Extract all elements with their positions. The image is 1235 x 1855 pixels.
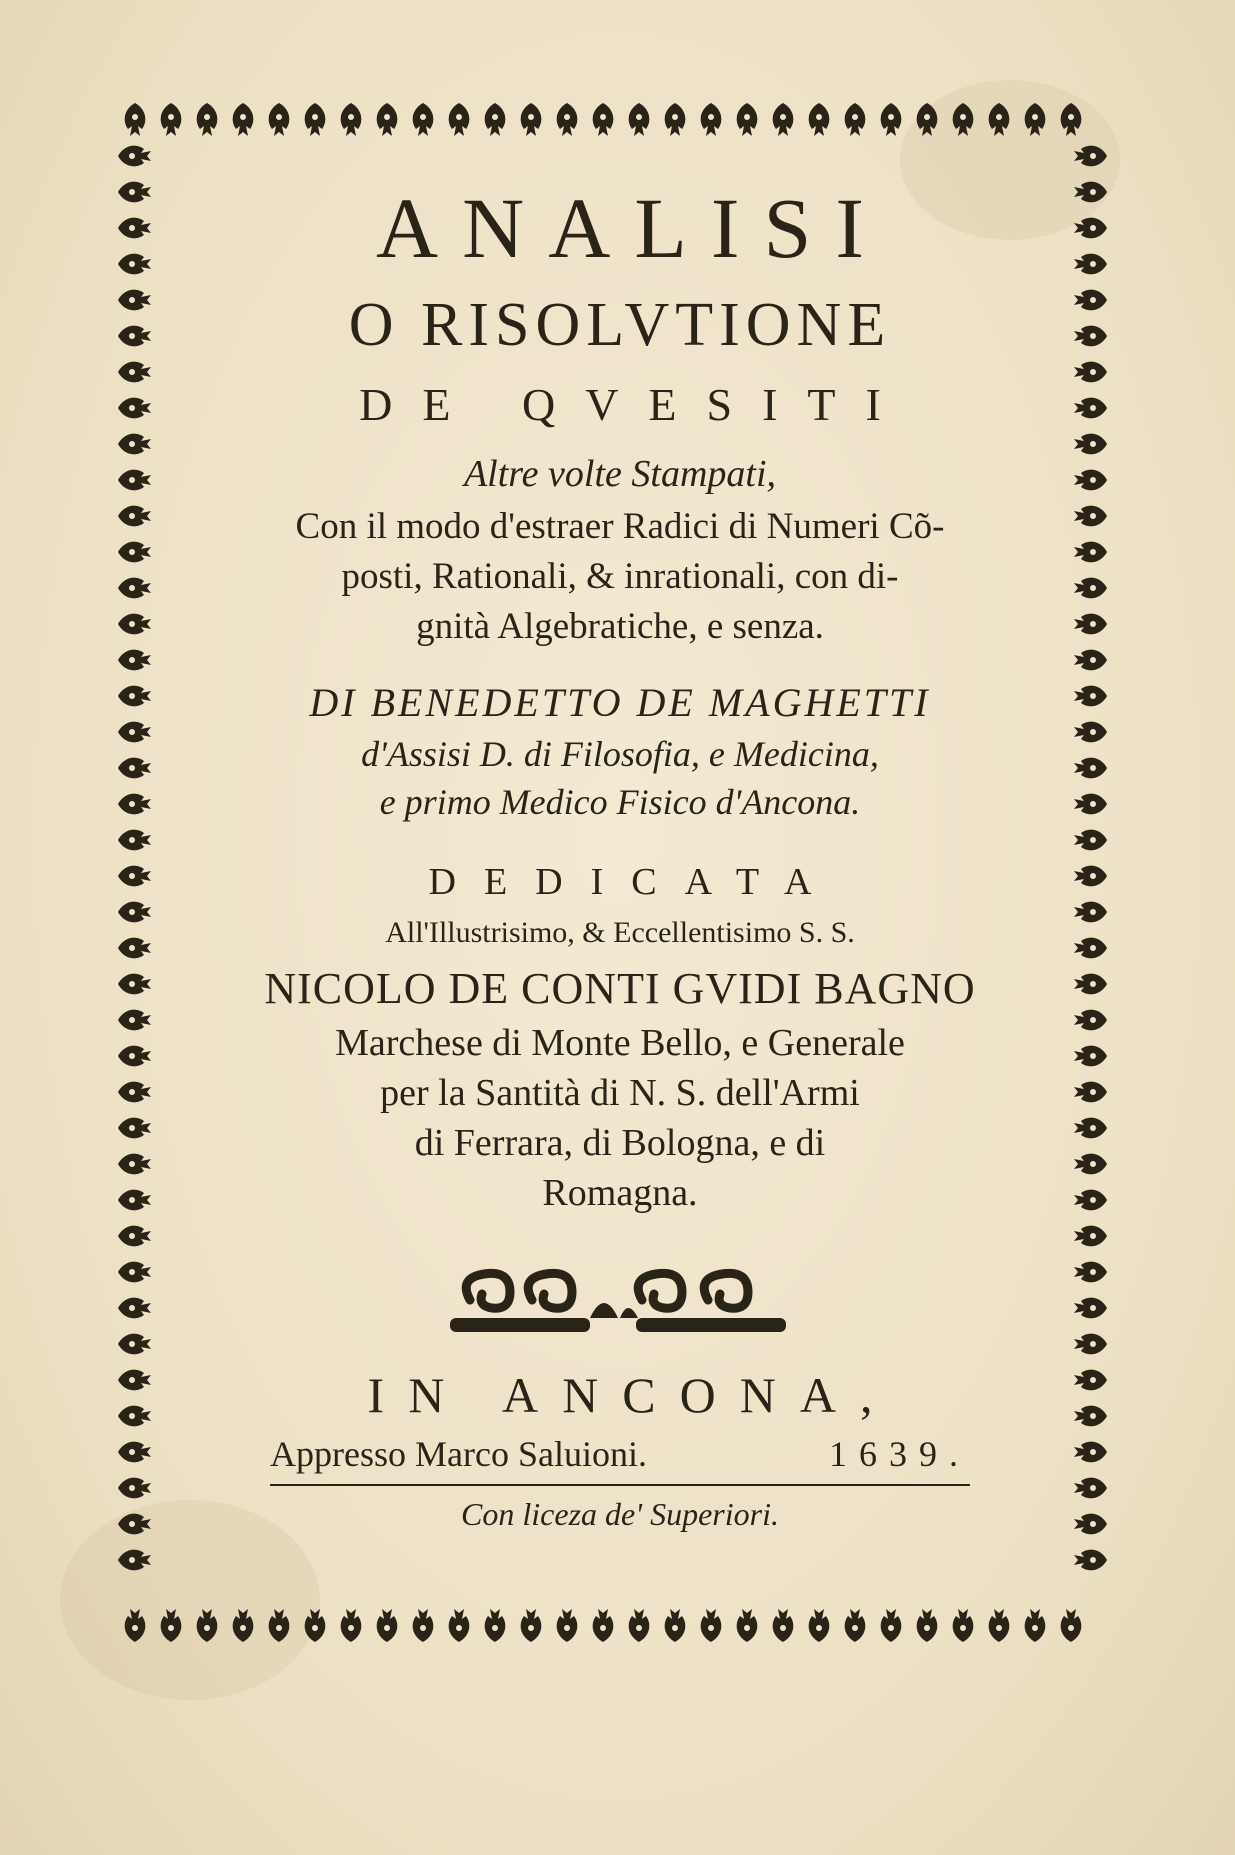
fleuron-icon — [1074, 1370, 1107, 1391]
fleuron-icon — [118, 1154, 151, 1175]
fleuron-icon — [665, 1609, 686, 1642]
fleuron-icon — [701, 103, 722, 136]
fleuron-icon — [485, 1609, 506, 1642]
fleuron-icon — [118, 290, 151, 311]
fleuron-icon — [118, 1478, 151, 1499]
fleuron-icon — [989, 1609, 1010, 1642]
fleuron-icon — [118, 866, 151, 887]
fleuron-icon — [1074, 1154, 1107, 1175]
fleuron-icon — [118, 794, 151, 815]
fleuron-icon — [1074, 254, 1107, 275]
title-line-2: O RISOLVTIONE — [348, 291, 892, 359]
dedication-label: DEDICATA — [428, 861, 840, 903]
fleuron-icon — [449, 103, 470, 136]
fleuron-icon — [1074, 1190, 1107, 1211]
description-line: Con il modo d'estraer Radici di Numeri Cõ- — [295, 506, 945, 547]
fleuron-icon — [118, 1190, 151, 1211]
fleuron-icon — [1074, 938, 1107, 959]
fleuron-icon — [1074, 470, 1107, 491]
description-line: posti, Rationali, & inrationali, con di- — [341, 556, 899, 597]
fleuron-icon — [593, 103, 614, 136]
dedicatee-titles-line: di Ferrara, di Bologna, e di — [414, 1122, 826, 1164]
fleuron-icon — [701, 1609, 722, 1642]
fleuron-icon — [341, 103, 362, 136]
fleuron-icon — [953, 103, 974, 136]
fleuron-icon — [125, 1609, 146, 1642]
imprint-line — [270, 1428, 970, 1486]
fleuron-icon — [593, 1609, 614, 1642]
author-details-line: d'Assisi D. di Filosofia, e Medicina, — [361, 734, 879, 774]
license: Con liceza de' Superiori. — [461, 1496, 779, 1532]
fleuron-icon — [881, 1609, 902, 1642]
fleuron-icon — [377, 1609, 398, 1642]
fleuron-icon — [118, 650, 151, 671]
fleuron-icon — [413, 103, 434, 136]
fleuron-icon — [1061, 1609, 1082, 1642]
fleuron-icon — [737, 1609, 758, 1642]
fleuron-icon — [118, 470, 151, 491]
fleuron-icon — [118, 1118, 151, 1139]
fleuron-icon — [118, 1406, 151, 1427]
fleuron-icon — [845, 103, 866, 136]
fleuron-icon — [269, 103, 290, 136]
fleuron-icon — [269, 1609, 290, 1642]
fleuron-icon — [118, 902, 151, 923]
fleuron-icon — [1074, 1118, 1107, 1139]
fleuron-icon — [629, 103, 650, 136]
fleuron-icon — [118, 938, 151, 959]
subtitle: Altre volte Stampati, — [463, 453, 777, 495]
fleuron-icon — [1074, 722, 1107, 743]
fleuron-icon — [377, 103, 398, 136]
fleuron-icon — [557, 1609, 578, 1642]
fleuron-icon — [118, 326, 151, 347]
scroll-fleuron-icon — [450, 1260, 790, 1340]
fleuron-icon — [737, 103, 758, 136]
fleuron-icon — [1074, 1046, 1107, 1067]
fleuron-icon — [557, 103, 578, 136]
fleuron-icon — [809, 103, 830, 136]
fleuron-icon — [1074, 794, 1107, 815]
fleuron-icon — [521, 103, 542, 136]
fleuron-icon — [1074, 398, 1107, 419]
fleuron-icon — [118, 1046, 151, 1067]
fleuron-icon — [118, 1010, 151, 1031]
fleuron-icon — [1061, 103, 1082, 136]
fleuron-icon — [1074, 1406, 1107, 1427]
fleuron-icon — [1025, 1609, 1046, 1642]
fleuron-icon — [449, 1609, 470, 1642]
fleuron-icon — [881, 103, 902, 136]
place: IN ANCONA, — [367, 1367, 897, 1423]
dedication-honorific: All'Illustrisimo, & Eccellentisimo S. S. — [385, 916, 855, 949]
dedicatee-titles-line: per la Santità di N. S. dell'Armi — [380, 1072, 860, 1114]
fleuron-icon — [773, 1609, 794, 1642]
fleuron-icon — [413, 1609, 434, 1642]
fleuron-icon — [118, 362, 151, 383]
fleuron-icon — [1074, 686, 1107, 707]
fleuron-icon — [1074, 830, 1107, 851]
fleuron-icon — [118, 686, 151, 707]
fleuron-icon — [1025, 103, 1046, 136]
fleuron-icon — [1074, 1298, 1107, 1319]
fleuron-icon — [1074, 1550, 1107, 1571]
fleuron-icon — [1074, 578, 1107, 599]
author-details-line: e primo Medico Fisico d'Ancona. — [379, 782, 861, 822]
fleuron-icon — [1074, 1478, 1107, 1499]
author-name: DI BENEDETTO DE MAGHETTI — [309, 680, 931, 725]
fleuron-icon — [1074, 1262, 1107, 1283]
fleuron-icon — [1074, 902, 1107, 923]
fleuron-icon — [1074, 218, 1107, 239]
dedicatee-name: NICOLO DE CONTI GVIDI BAGNO — [264, 964, 976, 1013]
fleuron-icon — [1074, 974, 1107, 995]
fleuron-icon — [1074, 614, 1107, 635]
fleuron-icon — [118, 830, 151, 851]
fleuron-icon — [118, 542, 151, 563]
dedicatee-titles-line: Romagna. — [542, 1172, 698, 1214]
title-text-block — [175, 170, 1065, 1540]
fleuron-icon — [1074, 1226, 1107, 1247]
fleuron-icon — [118, 1550, 151, 1571]
fleuron-icon — [1074, 434, 1107, 455]
fleuron-icon — [953, 1609, 974, 1642]
year: 1639. — [829, 1434, 970, 1474]
fleuron-icon — [197, 1609, 218, 1642]
fleuron-icon — [118, 254, 151, 275]
title-line-3: DE QVESITI — [359, 379, 911, 430]
fleuron-icon — [305, 1609, 326, 1642]
fleuron-icon — [118, 434, 151, 455]
fleuron-icon — [1074, 182, 1107, 203]
fleuron-icon — [521, 1609, 542, 1642]
fleuron-icon — [1074, 758, 1107, 779]
fleuron-icon — [118, 218, 151, 239]
fleuron-icon — [118, 182, 151, 203]
printer: Appresso Marco Saluioni. — [270, 1434, 647, 1474]
fleuron-icon — [161, 1609, 182, 1642]
fleuron-icon — [1074, 326, 1107, 347]
fleuron-icon — [305, 103, 326, 136]
fleuron-icon — [1074, 650, 1107, 671]
fleuron-icon — [1074, 1010, 1107, 1031]
fleuron-icon — [1074, 1514, 1107, 1535]
fleuron-icon — [125, 103, 146, 136]
fleuron-icon — [118, 1262, 151, 1283]
fleuron-icon — [118, 1226, 151, 1247]
fleuron-icon — [1074, 146, 1107, 167]
fleuron-icon — [233, 103, 254, 136]
fleuron-icon — [118, 758, 151, 779]
fleuron-icon — [1074, 1442, 1107, 1463]
fleuron-icon — [809, 1609, 830, 1642]
fleuron-icon — [161, 103, 182, 136]
fleuron-icon — [118, 1082, 151, 1103]
fleuron-icon — [118, 1334, 151, 1355]
fleuron-icon — [1074, 542, 1107, 563]
description-line: gnità Algebratiche, e senza. — [416, 606, 824, 647]
fleuron-icon — [118, 614, 151, 635]
fleuron-icon — [118, 146, 151, 167]
fleuron-icon — [1074, 506, 1107, 527]
fleuron-icon — [197, 103, 218, 136]
fleuron-icon — [1074, 866, 1107, 887]
fleuron-icon — [118, 578, 151, 599]
dedicatee-titles-line: Marchese di Monte Bello, e Generale — [335, 1022, 905, 1064]
fleuron-icon — [665, 103, 686, 136]
fleuron-icon — [917, 1609, 938, 1642]
fleuron-icon — [1074, 1082, 1107, 1103]
fleuron-icon — [917, 103, 938, 136]
fleuron-icon — [118, 506, 151, 527]
fleuron-icon — [629, 1609, 650, 1642]
fleuron-icon — [773, 103, 794, 136]
fleuron-icon — [118, 1298, 151, 1319]
fleuron-icon — [118, 1442, 151, 1463]
fleuron-icon — [485, 103, 506, 136]
fleuron-icon — [845, 1609, 866, 1642]
title-line-1: ANALISI — [376, 180, 888, 276]
fleuron-icon — [1074, 362, 1107, 383]
fleuron-icon — [118, 398, 151, 419]
fleuron-icon — [341, 1609, 362, 1642]
fleuron-icon — [118, 974, 151, 995]
fleuron-icon — [118, 1370, 151, 1391]
fleuron-icon — [1074, 290, 1107, 311]
fleuron-icon — [118, 722, 151, 743]
fleuron-icon — [118, 1514, 151, 1535]
fleuron-icon — [233, 1609, 254, 1642]
fleuron-icon — [989, 103, 1010, 136]
fleuron-icon — [1074, 1334, 1107, 1355]
